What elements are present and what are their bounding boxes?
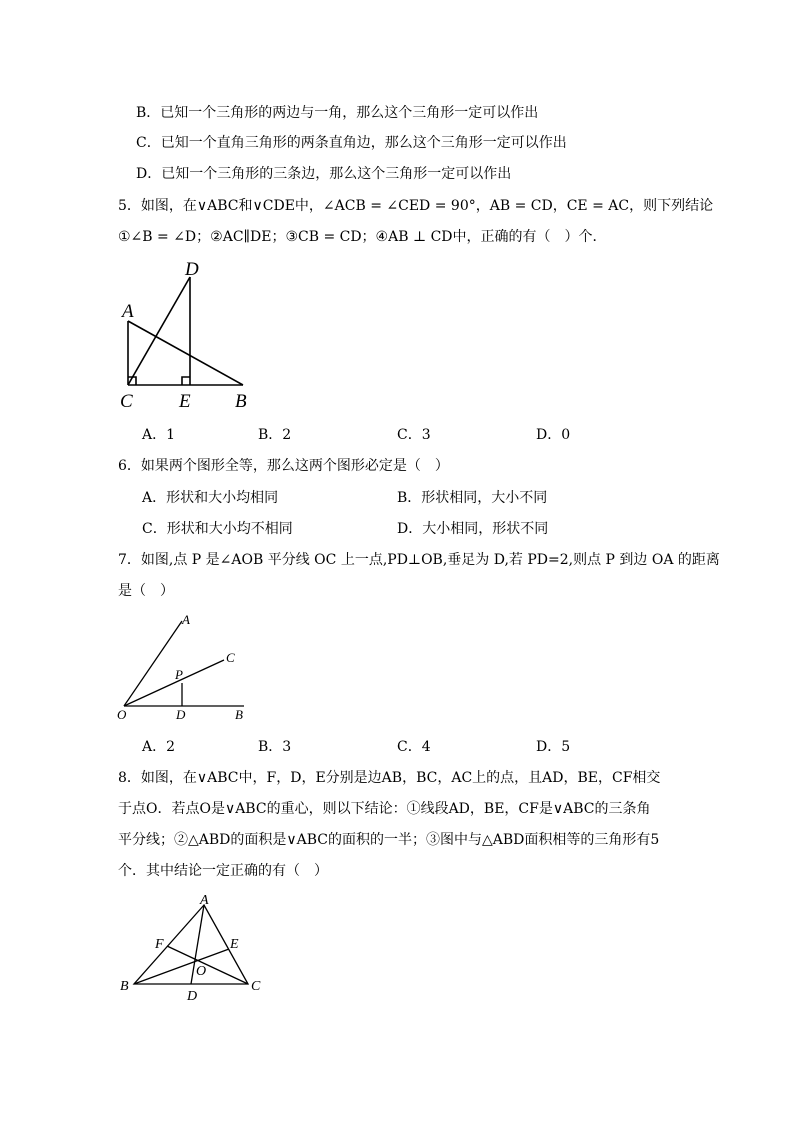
q7-stem-line2: 是（ ） xyxy=(118,583,174,599)
q6-option-a: A．形状和大小均相同 xyxy=(142,490,279,506)
q8-label-b: B xyxy=(120,979,129,994)
q5-option-b: B．2 xyxy=(258,427,292,443)
q8-figure xyxy=(112,890,272,1005)
q7-stem-line1: 7．如图,点 P 是∠AOB 平分线 OC 上一点,PD⊥OB,垂足为 D,若 PD=2,则点 P 到边 OA 的距离 xyxy=(118,552,720,568)
q5-label-a: A xyxy=(122,301,134,322)
q7-label-c: C xyxy=(226,650,235,665)
q8-stem-line1: 8．如图，在∨ABC中，F，D，E分别是边AB，BC，AC上的点，且AD，BE，CF相交 xyxy=(118,770,661,786)
q8-stem-line3: 平分线；②△ABD的面积是∨ABC的面积的一半；③图中与△ABD面积相等的三角形有5 xyxy=(118,832,660,848)
q5-label-e: E xyxy=(179,391,191,412)
q7-label-d: D xyxy=(176,707,186,722)
q5-label-d: D xyxy=(185,259,199,280)
q5-figure xyxy=(112,255,262,415)
q8-stem-line2: 于点O．若点O是∨ABC的重心，则以下结论：①线段AD，BE，CF是∨ABC的三条角 xyxy=(118,801,651,817)
q8-label-o: O xyxy=(196,964,207,979)
q5-option-d: D．0 xyxy=(536,427,571,443)
q8-label-d: D xyxy=(187,989,198,1004)
q7-label-p: P xyxy=(175,667,183,682)
q5-stem-line1: 5．如图，在∨ABC和∨CDE中，∠ACB = ∠CED = 90°，AB = CD，CE = AC，则下列结论 xyxy=(118,198,714,214)
q5-stem-line2: ①∠B = ∠D；②AC∥DE；③CB = CD；④AB ⊥ CD中，正确的有（ ）个． xyxy=(118,229,607,245)
q7-option-d: D．5 xyxy=(536,739,571,755)
q4-option-d: D．已知一个三角形的三条边，那么这个三角形一定可以作出 xyxy=(136,166,512,182)
q8-label-e: E xyxy=(230,937,239,952)
q7-option-b: B．3 xyxy=(258,739,292,755)
q7-label-b: B xyxy=(235,707,243,722)
q5-label-c: C xyxy=(120,391,133,412)
q7-label-a: A xyxy=(182,612,190,627)
q5-option-a: A．1 xyxy=(142,427,176,443)
q5-label-b: B xyxy=(235,391,247,412)
q6-option-b: B．形状相同，大小不同 xyxy=(397,490,548,506)
q8-label-a: A xyxy=(200,893,209,908)
q6-stem: 6．如果两个图形全等，那么这两个图形必定是（ ） xyxy=(118,458,449,474)
q4-option-b: B．已知一个三角形的两边与一角，那么这个三角形一定可以作出 xyxy=(136,105,539,121)
q7-option-a: A．2 xyxy=(142,739,176,755)
q5-option-c: C．3 xyxy=(397,427,431,443)
q7-label-o: O xyxy=(117,707,127,722)
q8-label-f: F xyxy=(155,937,164,952)
q8-label-c: C xyxy=(251,979,261,994)
q4-option-c: C．已知一个直角三角形的两条直角边，那么这个三角形一定可以作出 xyxy=(136,135,567,151)
q7-option-c: C．4 xyxy=(397,739,431,755)
q7-figure xyxy=(112,608,262,728)
q6-option-d: D．大小相同，形状不同 xyxy=(397,521,549,537)
q6-option-c: C．形状和大小均不相同 xyxy=(142,521,293,537)
q8-stem-line4: 个．其中结论一定正确的有（ ） xyxy=(118,863,328,879)
